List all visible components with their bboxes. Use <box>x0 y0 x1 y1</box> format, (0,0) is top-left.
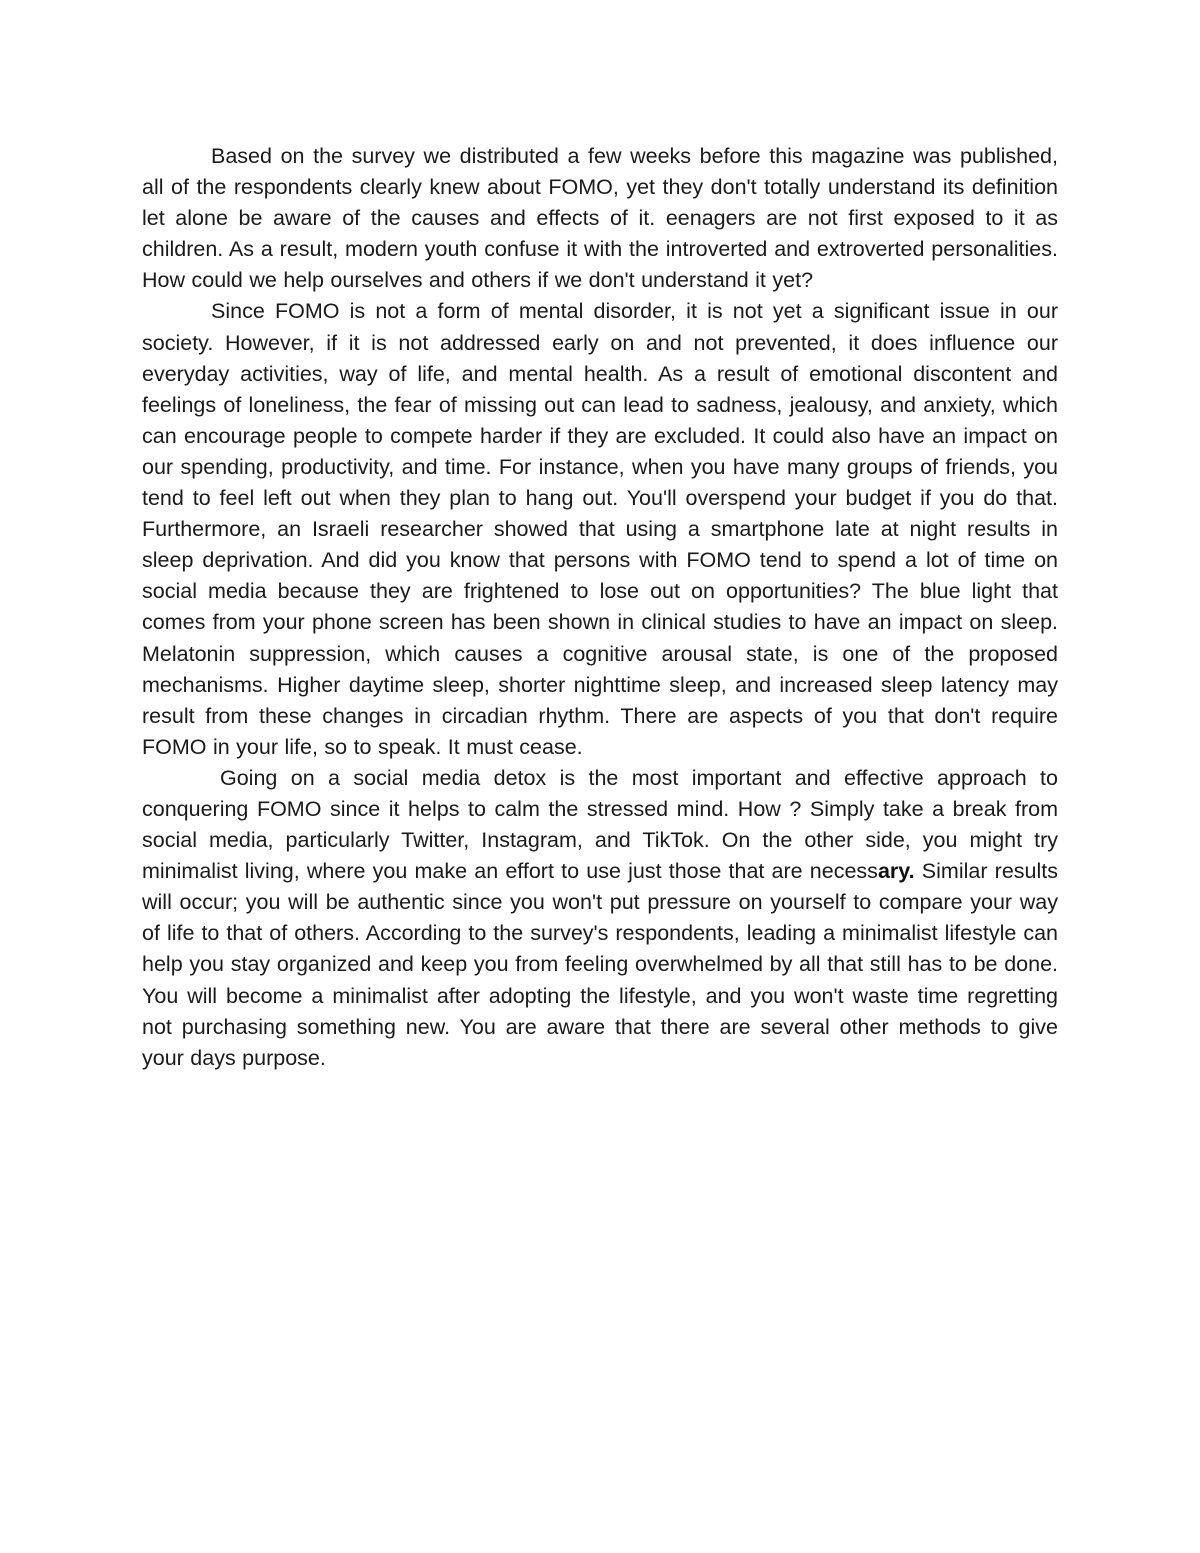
paragraph-social-media-detox <box>142 763 1058 1074</box>
paragraph-text-segment: Going on a social media detox is the most important and effective approach to conquering FOMO since it helps to calm the stressed mind. How ? Simply take a break from social media, particularly Twitter, Instagram, and TikTok. On the other side, you might try minimalist living, where you make an effort to use just those that are necess <box>142 765 1058 884</box>
paragraph-fomo-effects: Since FOMO is not a form of mental disorder, it is not yet a significant issue in our society. However, if it is not addressed early on and not prevented, it does influence our everyday activities, way of life, and mental health. As a result of emotional discontent and feelings of loneliness, the fear of missing out can lead to sadness, jealousy, and anxiety, which can encourage people to compete harder if they are excluded. It could also have an impact on our spending, productivity, and time. For instance, when you have many groups of friends, you tend to feel left out when they plan to hang out. You'll overspend your budget if you do that. Furthermore, an Israeli researcher showed that using a smartphone late at night results in sleep deprivation. And did you know that persons with FOMO tend to spend a lot of time on social media because they are frightened to lose out on opportunities? The blue light that comes from your phone screen has been shown in clinical studies to have an impact on sleep. Melatonin suppression, which causes a cognitive arousal state, is one of the proposed mechanisms. Higher daytime sleep, shorter nighttime sleep, and increased sleep latency may result from these changes in circadian rhythm. There are aspects of you that don't require FOMO in your life, so to speak. It must cease. <box>142 299 1058 759</box>
paragraph-survey-findings: Based on the survey we distributed a few weeks before this magazine was published, all of the respondents clearly knew about FOMO, yet they don't totally understand its definition let alone be aware of the causes and effects of it. eenagers are not first exposed to it as children. As a result, modern youth confuse it with the introverted and extroverted personalities. How could we help ourselves and others if we don't understand it yet? <box>142 144 1058 293</box>
article-body <box>142 141 1058 1074</box>
paragraph-text-segment: Similar results will occur; you will be authentic since you won't put pressure on yourself to compare your way of life to that of others. According to the survey's respondents, leading a minimalist lifestyle can help you stay organized and keep you from feeling overwhelmed by all that still has to be done. You will become a minimalist after adopting the lifestyle, and you won't waste time regretting not purchasing something new. You are aware that there are several other methods to give your days purpose. <box>142 859 1058 1070</box>
bold-text-segment: ary. <box>877 859 915 884</box>
